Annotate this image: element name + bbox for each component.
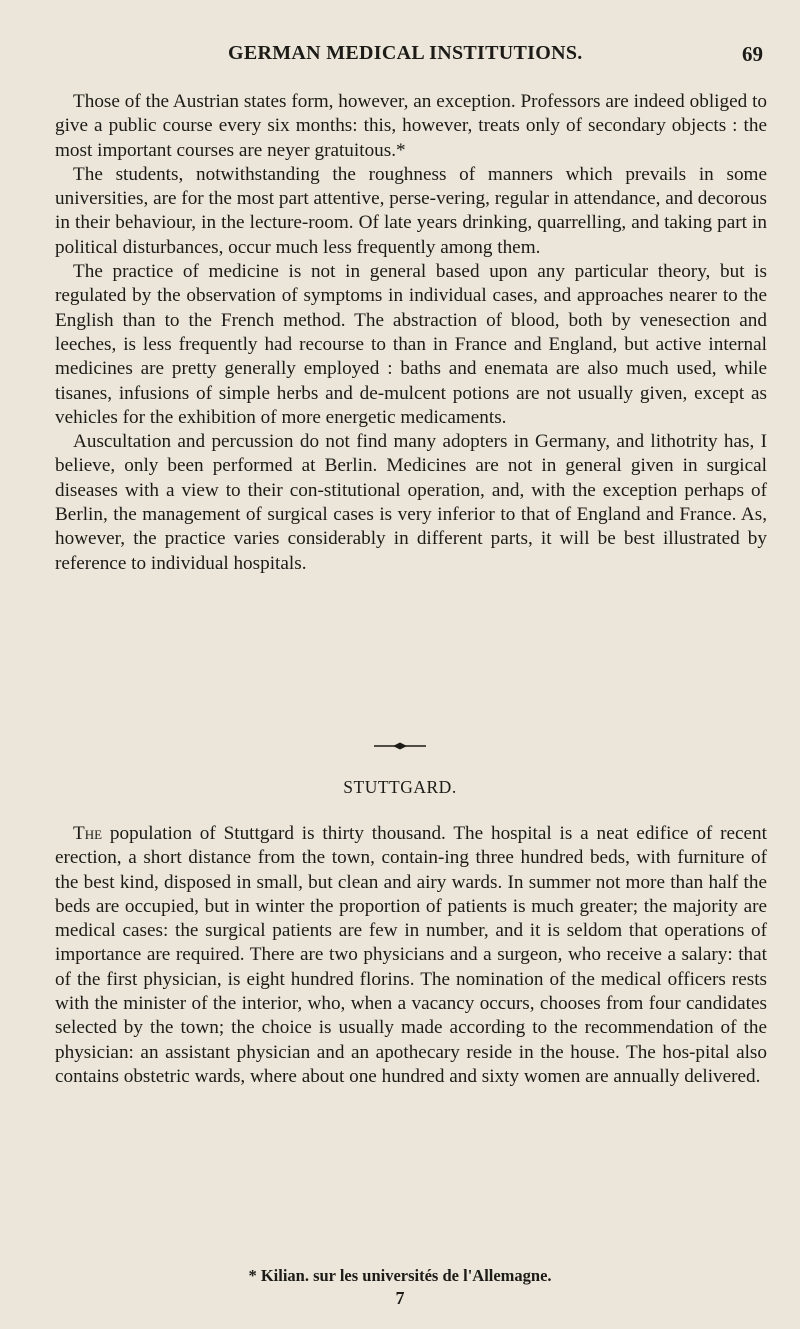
intro-text-block xyxy=(55,90,767,576)
paragraph-austrian-exception: Those of the Austrian states form, however, an exception. Professors are indeed obliged to give a public course every six months: this, however, treats only of secondary objects : the most important courses are neyer gratuitous.* xyxy=(55,91,767,161)
paragraph-stuttgard-body: population of Stuttgard is thirty thousand. The hospital is a neat edifice of recent erection, a short distance from the town, contain-ing three hundred beds, with furniture of the best kind, disposed in small, but clean and airy wards. In summer not more than half the beds are occupied, but in winter the proportion of patients is much greater; the majority are medical cases: the surgical patients are few in number, and it is seldom that operations of importance are required. There are two physicians and a surgeon, who receive a salary: that of the first physician, is eight hundred florins. The nomination of the medical officers rests with the minister of the interior, who, when a vacancy occurs, chooses from four candidates selected by the town; the choice is usually made according to the recommendation of the physician: an assistant physician and an apothecary reside in the house. The hos-pital also contains obstetric wards, where about one hundred and sixty women are annually delivered. xyxy=(55,823,767,1087)
paragraph-practice-of-medicine: The practice of medicine is not in general based upon any particular theory, but is regulated by the observation of symptoms in individual cases, and approaches nearer to the English than to the French method. The abstraction of blood, both by venesection and leeches, is less frequently had recourse to than in France and England, but active internal medicines are pretty generally employed : baths and enemata are also much used, while tisanes, infusions of simple herbs and de-mulcent potions are not usually given, except as vehicles for the exhibition of more energetic medicaments. xyxy=(55,261,767,428)
paragraph-auscultation: Auscultation and percussion do not find many adopters in Germany, and lithotrity has, I believe, only been performed at Berlin. Medicines are not in general given in surgical diseases with a view to their con-stitutional operation, and, with the exception perhaps of Berlin, the management of surgical cases is very inferior to that of England and France. As, however, the practice varies considerably in different parts, it will be best illustrated by reference to individual hospitals. xyxy=(55,431,767,574)
ornamental-divider xyxy=(370,741,430,751)
page-number: 69 xyxy=(742,42,763,66)
footnote: * Kilian. sur les universités de l'Allemagne. xyxy=(248,1266,552,1285)
running-title: GERMAN MEDICAL INSTITUTIONS. xyxy=(228,42,583,64)
section-title: STUTTGARD. xyxy=(343,777,457,797)
stuttgard-text-block xyxy=(55,822,767,1089)
lead-word: The xyxy=(73,823,103,844)
paragraph-students: The students, notwithstanding the roughness of manners which prevails in some universities, are for the most part attentive, perse-vering, regular in attendance, and decorous in their behaviour, in the lecture-room. Of late years drinking, quarrelling, and taking part in political disturbances, occur much less frequently among them. xyxy=(55,163,767,258)
signature-mark: 7 xyxy=(395,1288,405,1308)
paragraph-stuttgard-hospital xyxy=(55,822,767,1089)
